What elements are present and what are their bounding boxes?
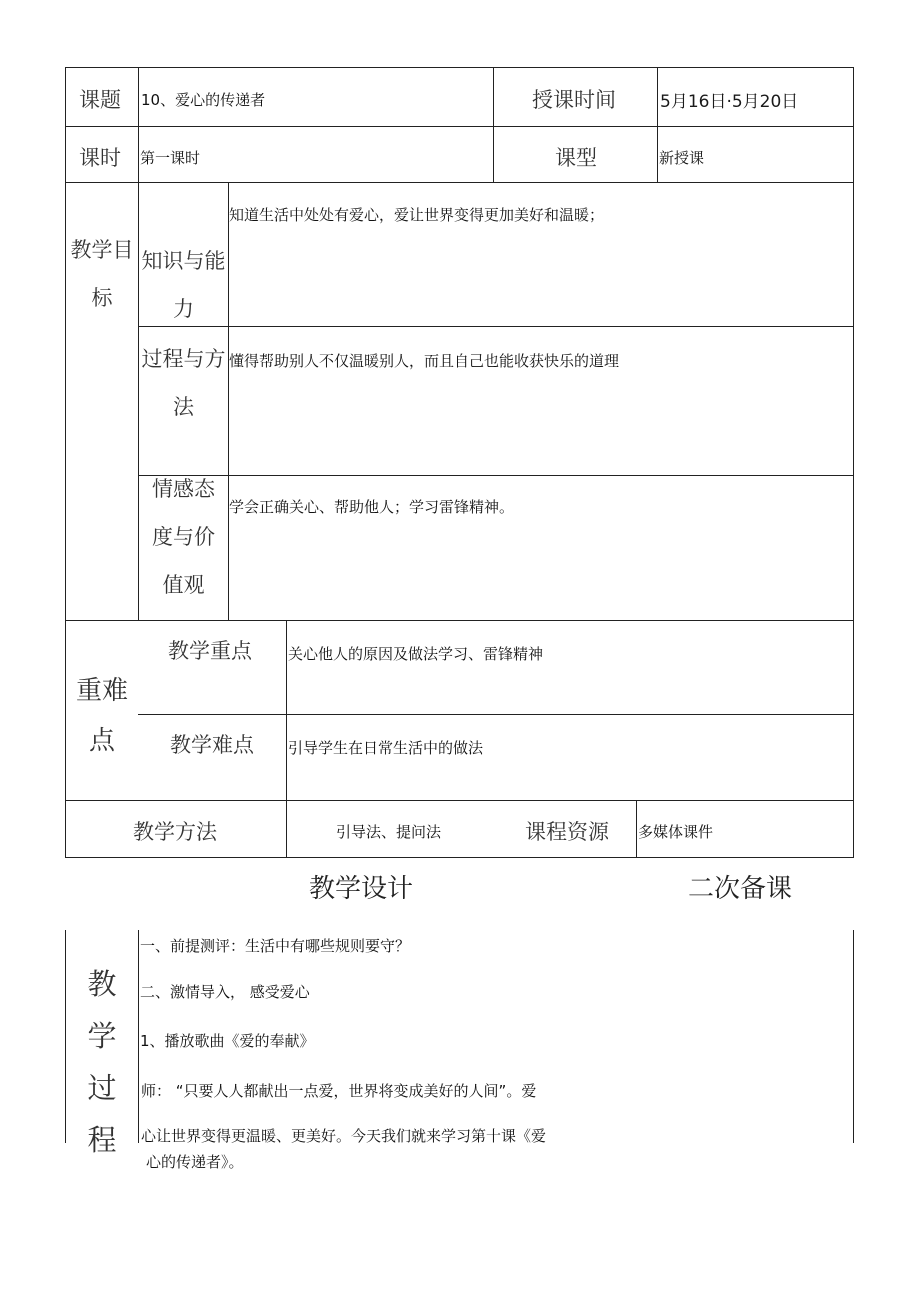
process-line-song: 1、播放歌曲《爱的奉献》	[140, 1032, 315, 1050]
process-line-intro: 二、激情导入， 感受爱心	[140, 983, 310, 1001]
period-value: 第一课时	[140, 149, 201, 167]
difficulty-value: 引导学生在日常生活中的做法	[288, 739, 484, 757]
type-label: 课型	[555, 146, 597, 170]
emotion-value-content: 学会正确关心、帮助他人；学习雷锋精神。	[229, 498, 515, 516]
emotion-value-label: 情感态 度与价 值观	[152, 477, 215, 597]
method-label: 教学方法	[133, 820, 217, 844]
resource-value: 多媒体课件	[638, 823, 714, 841]
knowledge-ability-label: 知识与能 力	[141, 249, 226, 321]
topic-label: 课题	[79, 88, 121, 112]
process-line-teacher-3: 心的传递者》。	[146, 1153, 244, 1171]
process-line-teacher-1: 师： “只要人人都献出一点爱，世界将变成美好的人间”。爱	[141, 1082, 537, 1100]
focus-label: 教学重点	[168, 639, 252, 663]
topic-value: 10、爱心的传递者	[141, 91, 266, 109]
process-method-label: 过程与方 法	[141, 347, 226, 419]
teaching-design-heading: 教学设计	[309, 874, 414, 904]
objectives-label: 教学目 标	[70, 238, 134, 310]
resource-label: 课程资源	[525, 820, 609, 844]
knowledge-ability-content: 知道生活中处处有爱心，爱让世界变得更加美好和温暖；	[229, 206, 605, 224]
process-method-content: 懂得帮助别人不仅温暖别人，而且自己也能收获快乐的道理	[229, 352, 620, 370]
teaching-process-label: 教 学 过 程	[87, 967, 117, 1157]
time-label: 授课时间	[532, 88, 616, 112]
time-value: 5月16日·5月20日	[660, 92, 799, 112]
type-value: 新授课	[659, 149, 705, 167]
second-prep-heading: 二次备课	[688, 874, 793, 904]
process-inner-border	[138, 930, 139, 1143]
process-right-border	[853, 930, 854, 1143]
process-line-teacher-2: 心让世界变得更温暖、更美好。今天我们就来学习第十课《爱	[141, 1127, 547, 1145]
method-value: 引导法、提问法	[336, 823, 442, 841]
focus-value: 关心他人的原因及做法学习、雷锋精神	[288, 645, 544, 663]
key-points-label: 重难 点	[75, 676, 128, 756]
difficulty-label: 教学难点	[170, 733, 254, 757]
period-label: 课时	[79, 146, 121, 170]
process-line-pretest: 一、前提测评：生活中有哪些规则要守？	[140, 937, 411, 955]
